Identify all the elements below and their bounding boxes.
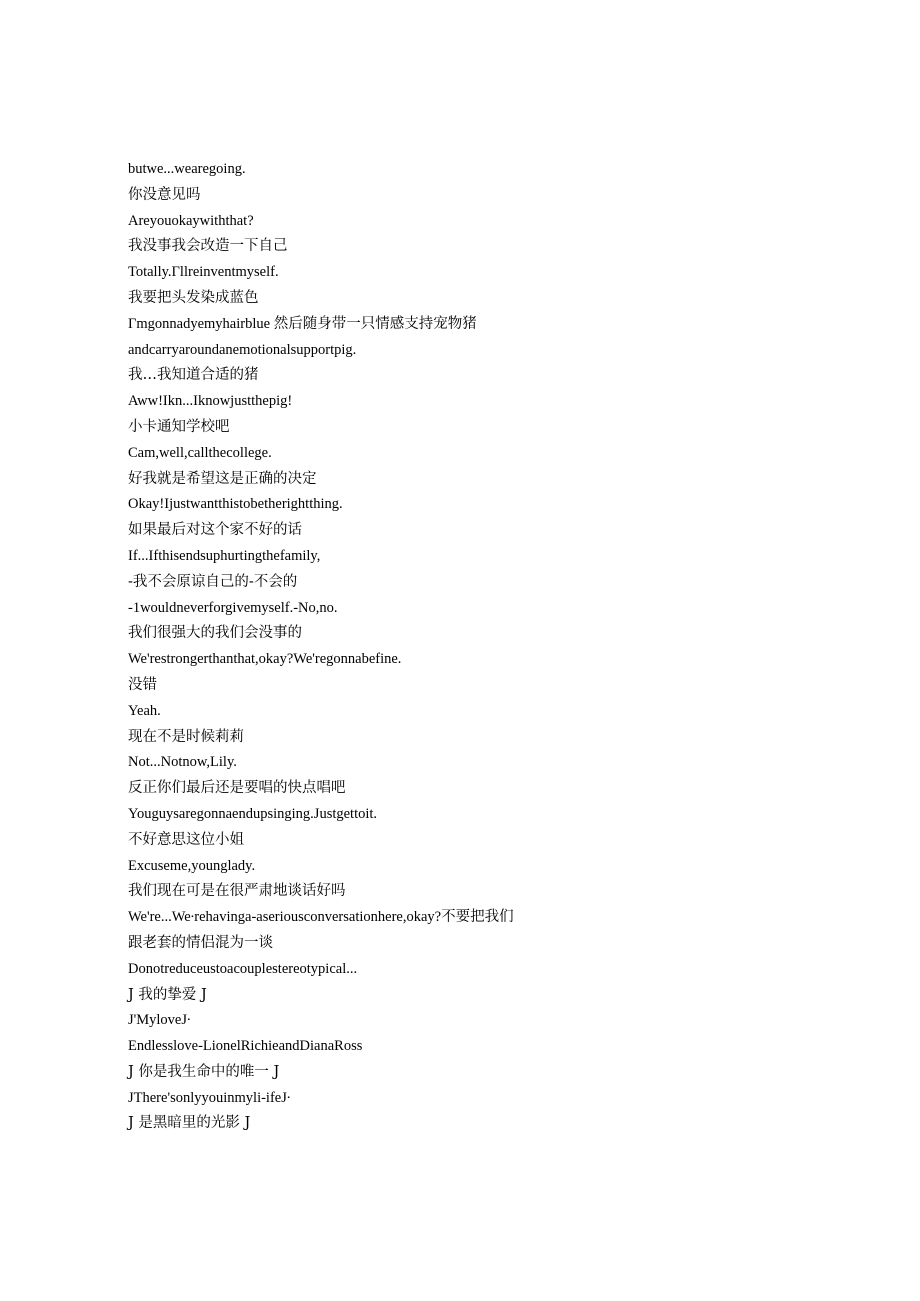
english-subtitle-line: andcarryaroundanemotionalsupportpig.	[128, 341, 357, 358]
chinese-subtitle-line: 现在不是时候莉莉	[128, 728, 244, 745]
subtitle-text-body	[128, 157, 828, 1137]
chinese-subtitle-line: 我要把头发染成蓝色	[128, 289, 259, 306]
english-subtitle-line: JThere'sonlyyouinmyli-ifeJ∙	[128, 1089, 291, 1106]
chinese-subtitle-line: 我…我知道合适的猪	[128, 367, 259, 384]
chinese-subtitle-line: 反正你们最后还是要唱的快点唱吧	[128, 780, 346, 797]
chinese-subtitle-line: 我们很强大的我们会没事的	[128, 625, 302, 642]
english-subtitle-line: Donotreduceustoacouplestereotypical...	[128, 960, 358, 977]
english-subtitle-line: Okay!Ijustwantthistobetherightthing.	[128, 496, 343, 513]
english-subtitle-line: Endlesslove-LionelRichieandDianaRoss	[128, 1038, 363, 1055]
english-subtitle-line: Areyouokaywiththat?	[128, 212, 254, 229]
chinese-subtitle-line: 我们现在可是在很严肃地谈话好吗	[128, 883, 346, 900]
english-subtitle-line: J'MyloveJ∙	[128, 1012, 191, 1029]
english-subtitle-line: We'restrongerthanthat,okay?We'regonnabefine.	[128, 651, 402, 668]
chinese-subtitle-line: 我没事我会改造一下自己	[128, 238, 288, 255]
english-subtitle-line: Yeah.	[128, 702, 161, 719]
chinese-subtitle-line: 不好意思这位小姐	[128, 831, 244, 848]
english-subtitle-line: Γmgonnadyemyhairblue 然后随身带一只情感支持宠物猪	[128, 315, 477, 332]
english-subtitle-line: Not...Notnow,Lily.	[128, 754, 237, 771]
chinese-subtitle-line: J 是黑暗里的光影 J	[128, 1115, 251, 1132]
english-subtitle-line: Cam,well,callthecollege.	[128, 444, 272, 461]
english-subtitle-line: butwe...wearegoing.	[128, 161, 246, 177]
english-subtitle-line: Excuseme,younglady.	[128, 857, 256, 874]
english-subtitle-line: Youguysaregonnaendupsinging.Justgettoit.	[128, 805, 378, 822]
chinese-subtitle-line: 好我就是希望这是正确的决定	[128, 470, 317, 487]
chinese-subtitle-line: J 我的挚爱 J	[128, 986, 207, 1003]
english-subtitle-line: Aww!Ikn...Iknowjustthepig!	[128, 393, 293, 410]
chinese-subtitle-line: -我不会原谅自己的-不会的	[128, 573, 298, 590]
english-subtitle-line: -1wouldneverforgivemyself.-No,no.	[128, 599, 338, 616]
english-subtitle-line: We're...We∙rehavinga-aseriousconversationhere,okay?不要把我们	[128, 909, 514, 926]
chinese-subtitle-line: 如果最后对这个家不好的话	[128, 522, 302, 539]
english-subtitle-line: Totally.Γllreinventmyself.	[128, 264, 279, 281]
chinese-subtitle-line: 你没意见吗	[128, 186, 201, 203]
english-subtitle-line: If...Ifthisendsuphurtingthefamily,	[128, 547, 321, 564]
chinese-subtitle-line: 跟老套的情侣混为一谈	[128, 934, 273, 951]
chinese-subtitle-line: 没错	[128, 676, 157, 693]
chinese-subtitle-line: J 你是我生命中的唯一 J	[128, 1063, 280, 1080]
chinese-subtitle-line: 小卡通知学校吧	[128, 418, 230, 435]
